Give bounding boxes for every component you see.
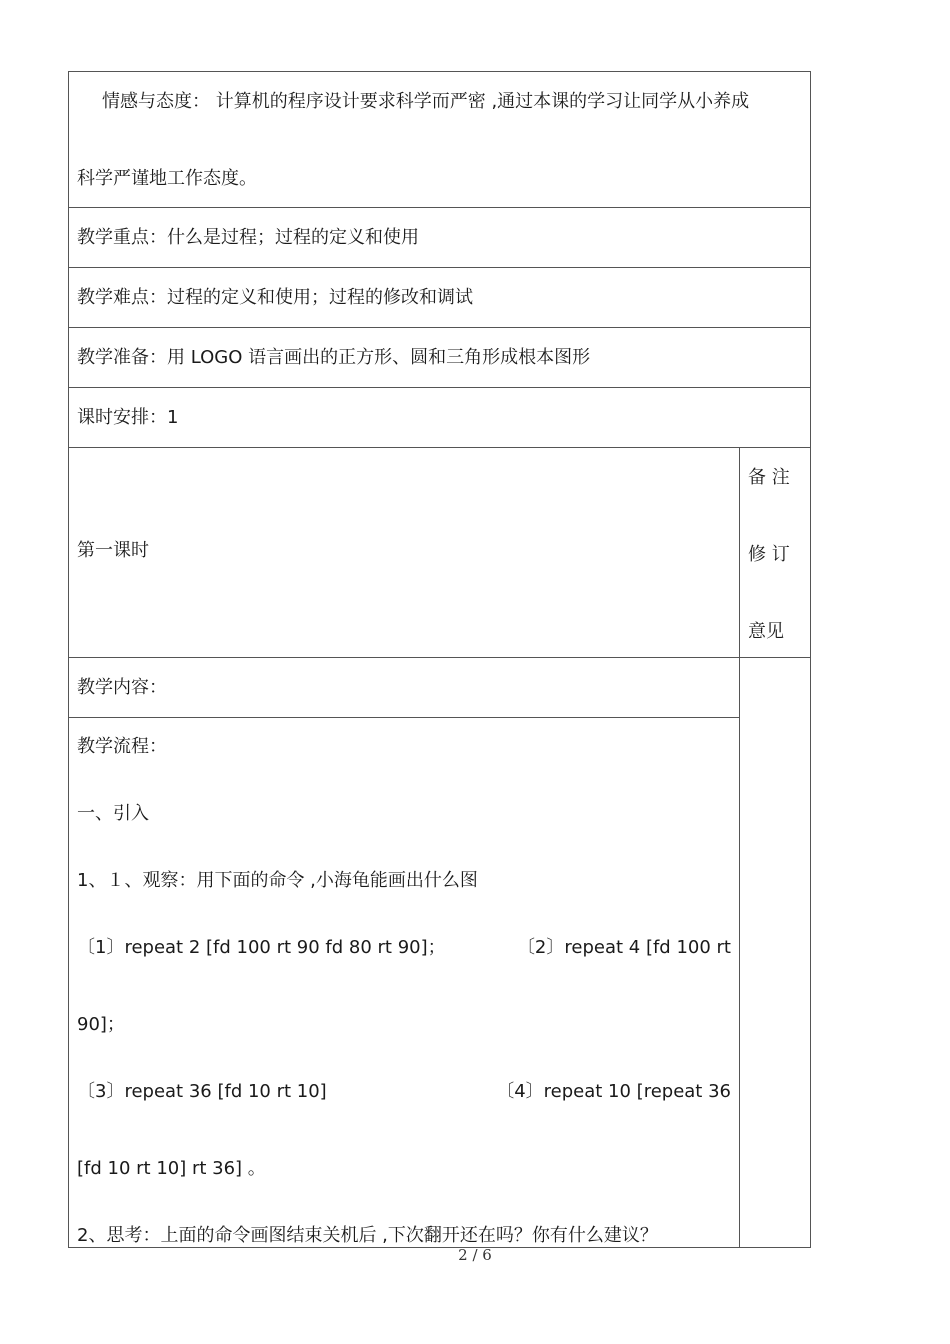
key-point-text: 教学重点：什么是过程；过程的定义和使用	[77, 227, 419, 248]
command-row-1	[77, 933, 731, 959]
notes-header-cell	[740, 448, 811, 658]
lesson-title: 第一课时	[77, 540, 149, 561]
lesson-plan-table	[68, 71, 811, 1248]
notes-label-line-2	[748, 540, 801, 566]
content-row	[69, 658, 811, 718]
flow-cell	[69, 718, 740, 1248]
difficulty-cell	[69, 268, 811, 328]
command-2: 〔2〕repeat 4 [fd 100 rt	[516, 937, 731, 958]
notes-char: 修	[748, 544, 766, 565]
schedule-text: 课时安排：1	[77, 407, 179, 428]
page-number: 2 / 6	[458, 1246, 492, 1264]
schedule-row	[69, 388, 811, 448]
command-3: 〔3〕repeat 36 [fd 10 rt 10]	[77, 1081, 327, 1102]
lesson-header-row	[69, 448, 811, 658]
notes-body-cell	[740, 658, 811, 1248]
flow-observe: 1、１、观察：用下面的命令 ,小海龟能画出什么图	[77, 870, 478, 891]
notes-char: 注	[771, 467, 790, 488]
preparation-row	[69, 328, 811, 388]
attitude-cell	[69, 72, 811, 208]
preparation-text: 教学准备：用 LOGO 语言画出的正方形、圆和三角形成根本图形	[77, 347, 591, 368]
flow-think: 2、思考：上面的命令画图结束关机后 ,下次翻开还在吗？你有什么建议？	[77, 1225, 658, 1246]
notes-char: 备	[748, 467, 766, 488]
attitude-line-2: 科学严谨地工作态度。	[77, 168, 257, 189]
schedule-cell	[69, 388, 811, 448]
difficulty-row	[69, 268, 811, 328]
flow-row	[69, 718, 811, 1248]
content-label: 教学内容：	[77, 677, 167, 698]
flow-label: 教学流程：	[77, 736, 167, 757]
notes-label-line-3: 意见	[748, 621, 784, 642]
command-2-continuation: 90]；	[77, 1014, 125, 1035]
attitude-line-1: 情感与态度： 计算机的程序设计要求科学而严密 ,通过本课的学习让同学从小养成	[102, 91, 750, 112]
command-4: 〔4〕repeat 10 [repeat 36	[496, 1081, 731, 1102]
preparation-cell	[69, 328, 811, 388]
difficulty-text: 教学难点：过程的定义和使用；过程的修改和调试	[77, 287, 473, 308]
command-row-2	[77, 1077, 731, 1103]
attitude-row	[69, 72, 811, 208]
flow-intro: 一、引入	[77, 803, 149, 824]
command-4-continuation: [fd 10 rt 10] rt 36] 。	[77, 1158, 266, 1179]
content-cell	[69, 658, 740, 718]
command-1: 〔1〕repeat 2 [fd 100 rt 90 fd 80 rt 90]；	[77, 937, 446, 958]
key-point-cell	[69, 208, 811, 268]
key-point-row	[69, 208, 811, 268]
notes-label-line-1	[748, 463, 801, 489]
lesson-title-cell	[69, 448, 740, 658]
notes-char: 订	[771, 544, 790, 565]
